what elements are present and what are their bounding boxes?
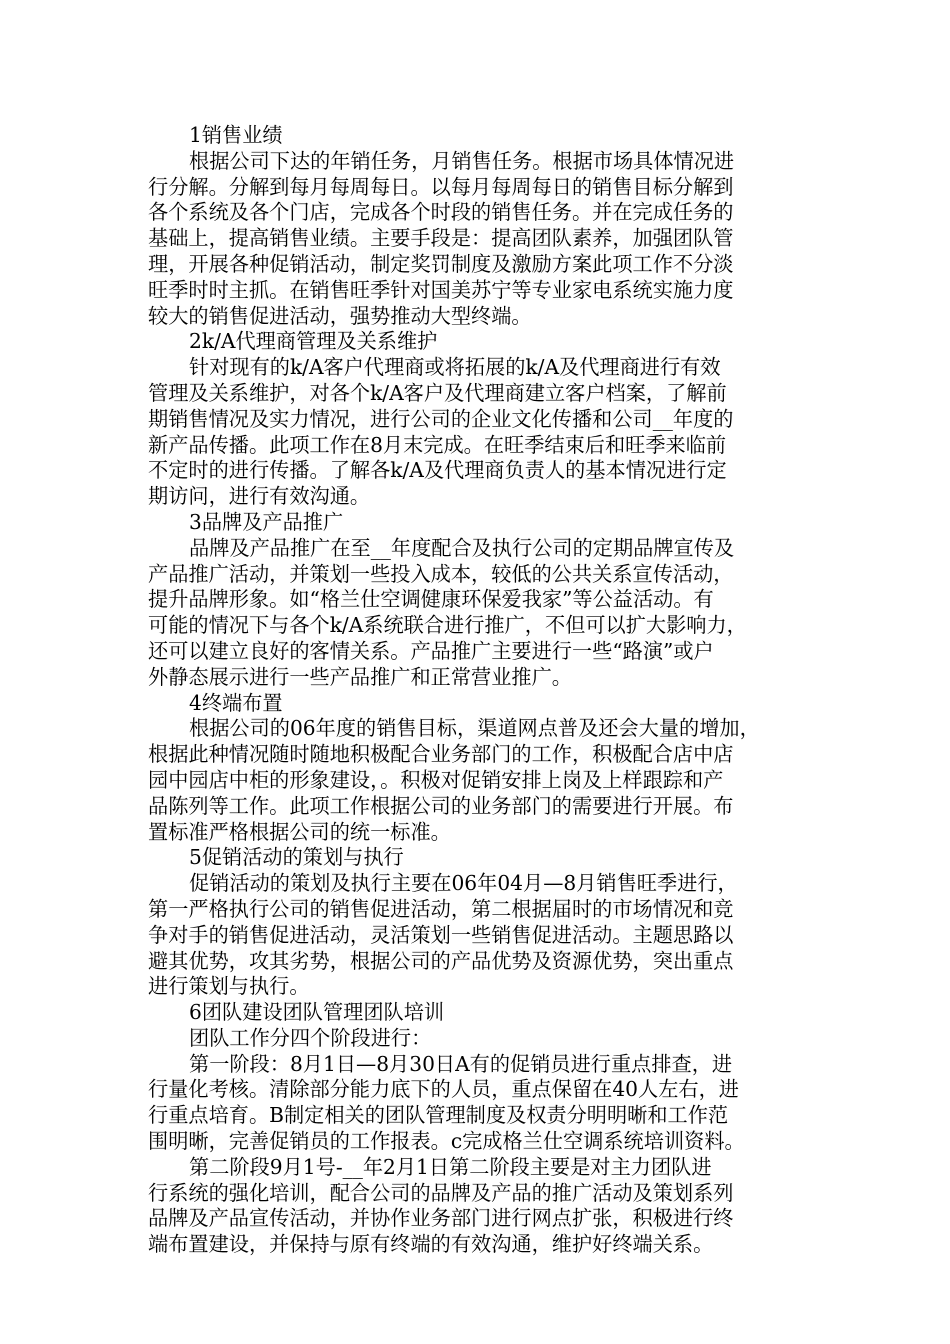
paragraph-line: 第一严格执行公司的销售促进活动，第二根据届时的市场情况和竞 bbox=[148, 896, 734, 921]
section-heading: 1销售业绩 bbox=[189, 123, 283, 147]
paragraph-line: 不定时的进行传播。了解各k/A及代理商负责人的基本情况进行定 bbox=[148, 458, 727, 483]
paragraph-line: 管理及关系维护，对各个k/A客户及代理商建立客户档案，了解前 bbox=[148, 380, 727, 405]
section-heading: 5促销活动的策划与执行 bbox=[189, 845, 404, 870]
paragraph-line: 品牌及产品推广在至__年度配合及执行公司的定期品牌宣传及 bbox=[189, 535, 735, 560]
paragraph-line: 围明晰，完善促销员的工作报表。c完成格兰仕空调系统培训资料。 bbox=[148, 1129, 745, 1154]
document-body bbox=[148, 123, 820, 1258]
paragraph-line: 避其优势，攻其劣势，根据公司的产品优势及资源优势，突出重点 bbox=[148, 948, 734, 973]
paragraph-line: 根据公司下达的年销任务，月销售任务。根据市场具体情况进 bbox=[189, 148, 735, 173]
paragraph-line: 根据公司的06年度的销售目标，渠道网点普及还会大量的增加， bbox=[189, 716, 760, 741]
section-heading: 6团队建设团队管理团队培训 bbox=[189, 1000, 445, 1025]
paragraph-line: 促销活动的策划及执行主要在06年04月—8月销售旺季进行， bbox=[189, 871, 738, 896]
paragraph-line: 还可以建立良好的客情关系。产品推广主要进行一些“路演”或户 bbox=[148, 638, 714, 663]
paragraph-line: 基础上，提高销售业绩。主要手段是：提高团队素养，加强团队管 bbox=[148, 226, 734, 251]
paragraph-line: 端布置建设，并保持与原有终端的有效沟通，维护好终端关系。 bbox=[148, 1232, 714, 1257]
paragraph-line: 较大的销售促进活动，强势推动大型终端。 bbox=[148, 303, 532, 328]
paragraph-line: 品陈列等工作。此项工作根据公司的业务部门的需要进行开展。布 bbox=[148, 793, 734, 818]
paragraph-line: 品牌及产品宣传活动，并协作业务部门进行网点扩张，积极进行终 bbox=[148, 1206, 734, 1231]
paragraph-line: 行量化考核。清除部分能力底下的人员，重点保留在40人左右，进 bbox=[148, 1077, 739, 1102]
paragraph-line: 提升品牌形象。如“格兰仕空调健康环保爱我家”等公益活动。有 bbox=[148, 587, 714, 612]
paragraph-line: 第一阶段：8月1日—8月30日A有的促销员进行重点排查，进 bbox=[189, 1051, 733, 1076]
paragraph-line: 行分解。分解到每月每周每日。以每月每周每日的销售目标分解到 bbox=[148, 174, 734, 199]
section-heading: 4终端布置 bbox=[189, 690, 283, 715]
paragraph-line: 置标准严格根据公司的统一标准。 bbox=[148, 819, 451, 844]
paragraph-line: 期访问，进行有效沟通。 bbox=[148, 484, 371, 509]
paragraph-line: 争对手的销售促进活动，灵活策划一些销售促进活动。主题思路以 bbox=[148, 922, 734, 947]
paragraph-line: 理，开展各种促销活动，制定奖罚制度及激励方案此项工作不分淡 bbox=[148, 251, 734, 276]
paragraph-line: 可能的情况下与各个k/A系统联合进行推广，不但可以扩大影响力， bbox=[148, 613, 747, 638]
section-heading: 2k/A代理商管理及关系维护 bbox=[189, 329, 438, 354]
section-heading: 3品牌及产品推广 bbox=[189, 509, 344, 534]
paragraph-line: 针对现有的k/A客户代理商或将拓展的k/A及代理商进行有效 bbox=[189, 355, 721, 380]
paragraph-line: 行系统的强化培训，配合公司的品牌及产品的推广活动及策划系列 bbox=[148, 1180, 734, 1205]
paragraph-line: 各个系统及各个门店，完成各个时段的销售任务。并在完成任务的 bbox=[148, 200, 734, 225]
paragraph-line: 产品推广活动，并策划一些投入成本，较低的公共关系宣传活动， bbox=[148, 561, 734, 586]
paragraph-line: 旺季时时主抓。在销售旺季针对国美苏宁等专业家电系统实施力度 bbox=[148, 277, 734, 302]
paragraph-line: 第二阶段9月1号-__年2月1日第二阶段主要是对主力团队进 bbox=[189, 1154, 712, 1179]
paragraph-line: 新产品传播。此项工作在8月末完成。在旺季结束后和旺季来临前 bbox=[148, 432, 727, 457]
paragraph-line: 根据此种情况随时随地积极配合业务部门的工作，积极配合店中店 bbox=[148, 742, 734, 767]
paragraph-line: 外静态展示进行一些产品推广和正常营业推广。 bbox=[148, 664, 572, 689]
paragraph-line: 进行策划与执行。 bbox=[148, 974, 310, 999]
paragraph-line: 团队工作分四个阶段进行： bbox=[189, 1025, 432, 1050]
paragraph-line: 期销售情况及实力情况，进行公司的企业文化传播和公司__年度的 bbox=[148, 406, 734, 431]
paragraph-line: 园中园店中柜的形象建设，。积极对促销安排上岗及上样跟踪和产 bbox=[148, 767, 724, 792]
paragraph-line: 行重点培育。B制定相关的团队管理制度及权责分明明晰和工作范 bbox=[148, 1103, 729, 1128]
